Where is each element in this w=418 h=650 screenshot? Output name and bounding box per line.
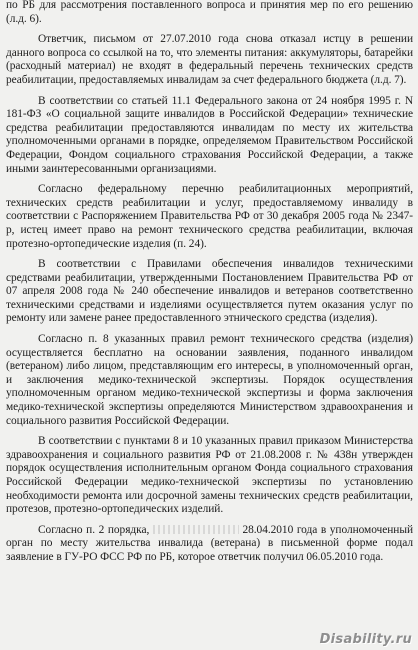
paragraph-8-end: 28.04.2010 года в уполномоченный орган по месту жительства инвалида (ветерана) в письменной форме подал заявление в ГУ-РО ФСС РФ по РБ, которое ответчик получил 06.05.2010 года.	[6, 523, 413, 563]
paragraph-1: по РБ для рассмотрения поставленного вопроса и принятия мер по его решению (л.д. 6).	[6, 0, 413, 25]
paragraph-6: Согласно п. 8 указанных правил ремонт технического средства (изделия) осуществляется бесплатно на основании заявления, поданного инвалидом (ветераном) либо лицом, представляющим его интересы, в уполномоченный орган, и заключения медико-технической экспертизы. Порядок осуществления уполномоченным органом медико-технической экспертизы и форма заключения медико-технической экспертизы определяются Министерством здравоохранения и социального развития Российской Федерации.	[6, 333, 413, 427]
paragraph-5: В соответствии с Правилами обеспечения инвалидов техническими средствами реабилитации, утвержденными Постановлением Правительства РФ от 07 апреля 2008 года № 240 обеспечение инвалидов и ветеранов соответственно техническими средствами и изделиями осуществляется путем оказания услуг по ремонту или замене ранее предоставленного этнического средства (изделия).	[6, 258, 413, 325]
paragraph-7: В соответствии с пунктами 8 и 10 указанных правил приказом Министерства здравоохранения и социального развития РФ от 21.08.2008 г. № 438н утвержден порядок осуществления исполнительным органом Фонда социального страхования Российской Федерации медико-технической экспертизы по установлению необходимости ремонта или досрочной замены технических средств реабилитации, протезов, протезно-ортопедических изделий.	[6, 435, 413, 516]
paragraph-8	[6, 524, 413, 565]
paragraph-4: Согласно федеральному перечню реабилитационных мероприятий, технических средств реабилитации и услуг, предоставляемому инвалиду в соответствии с Распоряжением Правительства РФ от 30 декабря 2005 года № 2347-р, истец имеет право на ремонт технического средства реабилитации, включая протезно-ортопедические изделия (п. 24).	[6, 183, 413, 250]
paragraph-8-start: Согласно п. 2 порядка,	[38, 523, 150, 536]
redacted-name	[153, 525, 239, 534]
watermark-logo: Disability.ru	[319, 632, 412, 647]
paragraph-3: В соответствии со статьей 11.1 Федерального закона от 24 ноября 1995 г. N 181-ФЗ «О социальной защите инвалидов в Российской Федерации» технические средства реабилитации предоставляются инвалидам по месту их жительства уполномоченными органами в порядке, определяемом Правительством Российской Федерации, Фондом социального страхования Российской Федерации, а также иными заинтересованными организациями.	[6, 94, 413, 175]
paragraph-2: Ответчик, письмом от 27.07.2010 года снова отказал истцу в решении данного вопроса со ссылкой на то, что элементы питания: аккумуляторы, батарейки (расходный материал) не входят в федеральный перечень технических средств реабилитации, предоставляемых инвалидам за счет федерального бюджета (л.д. 7).	[6, 33, 413, 86]
